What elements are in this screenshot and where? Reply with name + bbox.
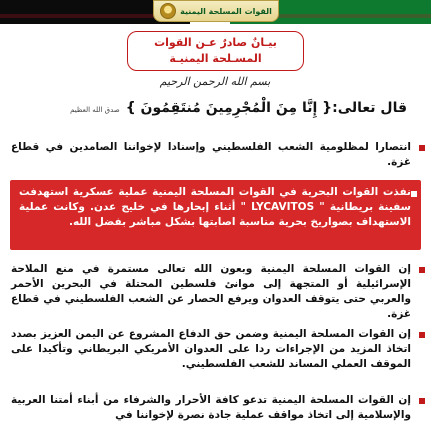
bullet-icon (411, 191, 417, 197)
basmala-calligraphy: بسم الله الرحمن الرحيم (159, 75, 271, 88)
title-line-1: بيـانٌ صادرٌ عـن القوات (154, 36, 277, 49)
emblem-icon (160, 3, 176, 19)
logo-text: القوات المسلحة اليمنية (180, 6, 272, 16)
statement-title (127, 31, 304, 71)
quote-text: قال تعالى:{ إِنَّا مِنَ الْمُجْرِمِينَ مُنتَقِمُونَ } (125, 100, 407, 116)
bullet-icon (419, 398, 425, 404)
paragraph-support: انتصارا لمظلومية الشعب الفلسطيني وإسنادا لإخواننا الصامدين في قطاع غزة. (11, 141, 411, 168)
bullet-icon (419, 267, 425, 273)
highlight-paragraph: نفذت القوات البحرية في القوات المسلحة اليمنية عملية عسكرية استهدفت سفينة بريطانية " LYCAVITOS " أثناء إبحارها في خليج عدن. وكانت عملية الاستهداف بصواريخ بحرية مناسبة اصابتها بشكل مباشر بفضل الله. (19, 186, 411, 228)
quran-quote (17, 100, 407, 122)
title-line-2: المسـلحة اليمنيـة (169, 52, 262, 65)
quote-attribution: صدق الله العظيم (70, 106, 120, 114)
paragraph-call: إن القوات المسلحة اليمنية تدعو كافة الأحرار والشرفاء من أبناء أمتنا العربية والإسلامية إلى اتخاذ مواقف عملية جادة نصرة لإخواننا في (11, 394, 411, 421)
armed-forces-logo (153, 0, 279, 22)
paragraph-defense: إن القوات المسلحة اليمنية وضمن حق الدفاع المشروع عن اليمن العزيز بصدد اتخاذ المزيد من الإجراءات ردا على العدوان الأمريكي البريطاني وتأكيدا على الموقف العملي المساند للشعب الفلسطيني. (11, 328, 411, 370)
paragraph-continuation: إن القوات المسلحة اليمنية وبعون الله تعالى مستمرة في منع الملاحة الإسرائيلية أو المتجهة إلى موانئ فلسطين المحتلة في البحرين الأحمر والعربي حتى يتوقف العدوان ويرفع الحصار عن الشعب الفلسطيني في قطاع غزة. (11, 263, 411, 320)
bullet-icon (419, 332, 425, 338)
bullet-icon (419, 145, 425, 151)
